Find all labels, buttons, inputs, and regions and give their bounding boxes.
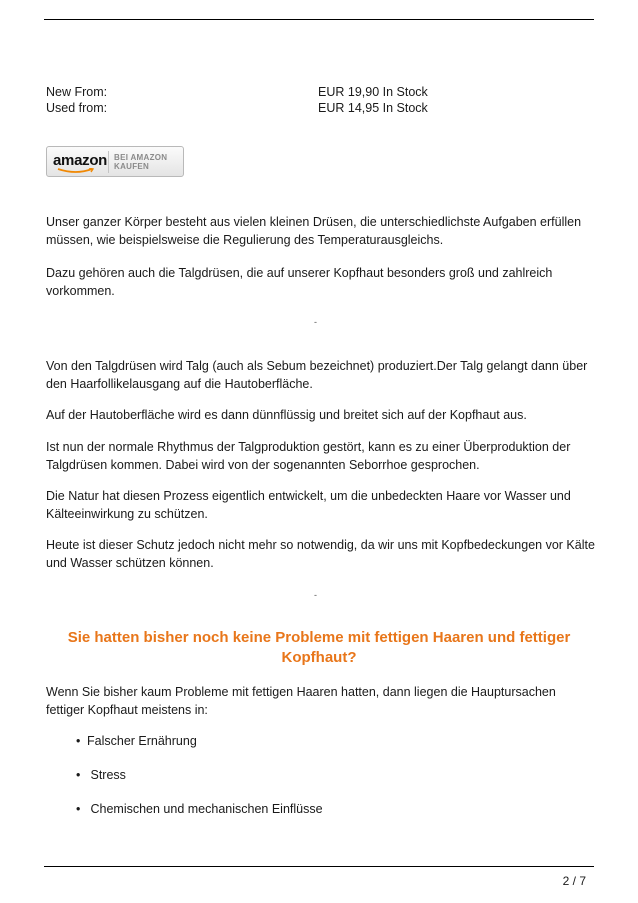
paragraph: Dazu gehören auch die Talgdrüsen, die auf unserer Kopfhaut besonders groß und zahlreich vorkommen. <box>46 266 553 298</box>
list-item-text: Falscher Ernährung <box>87 734 197 748</box>
intro-paragraph: Wenn Sie bisher kaum Probleme mit fettigen Haaren hatten, dann liegen die Hauptursachen fettiger Kopfhaut meistens in: <box>46 685 556 717</box>
causes-list <box>76 732 323 834</box>
list-item-text: Chemischen und mechanischen Einflüsse <box>90 802 323 816</box>
buy-at-amazon-button[interactable] <box>46 146 184 177</box>
top-rule <box>44 19 594 20</box>
new-from-label: New From: <box>46 85 108 99</box>
separator-dash: - <box>314 590 317 600</box>
section-heading: Sie hatten bisher noch keine Probleme mit fettigen Haaren und fettiger Kopfhaut? <box>67 629 571 666</box>
list-item <box>76 800 323 834</box>
paragraph: Auf der Hautoberfläche wird es dann dünnflüssig und breitet sich auf der Kopfhaut aus. <box>46 408 527 422</box>
button-divider <box>108 151 109 173</box>
bullet-icon: • <box>76 768 81 782</box>
paragraph: Von den Talgdrüsen wird Talg (auch als Sebum bezeichnet) produziert.Der Talg gelangt dann über den Haarfollikelausgang auf die Hautoberfläche. <box>46 359 588 391</box>
used-from-price: EUR 14,95 In Stock <box>318 101 428 115</box>
new-from-price: EUR 19,90 In Stock <box>318 85 428 99</box>
paragraph: Ist nun der normale Rhythmus der Talgproduktion gestört, kann es zu einer Überproduktion der Talgdrüsen kommen. Dabei wird von der sogenannten Seborrhoe gesprochen. <box>46 440 571 472</box>
buy-label <box>114 153 167 171</box>
buy-label-line-2: KAUFEN <box>114 162 150 171</box>
list-item <box>76 766 323 800</box>
amazon-logo: amazon <box>53 152 108 169</box>
separator-dash: - <box>314 317 317 327</box>
bullet-icon: • <box>76 734 81 748</box>
buy-label-line-1: BEI AMAZON <box>114 153 168 162</box>
page-number: 2 / 7 <box>562 874 586 888</box>
amazon-smile-icon <box>57 168 95 174</box>
bullet-icon: • <box>76 802 81 816</box>
paragraph: Unser ganzer Körper besteht aus vielen kleinen Drüsen, die unterschiedlichste Aufgaben erfüllen müssen, wie beispielsweise die Regulierung des Temperaturausgleichs. <box>46 215 582 247</box>
paragraph: Die Natur hat diesen Prozess eigentlich entwickelt, um die unbedeckten Haare vor Wasser und Kälteeinwirkung zu schützen. <box>46 489 571 521</box>
bottom-rule <box>44 866 594 867</box>
paragraph: Heute ist dieser Schutz jedoch nicht mehr so notwendig, da wir uns mit Kopfbedeckungen vor Kälte und Wasser schützen können. <box>46 538 595 570</box>
used-from-label: Used from: <box>46 101 108 115</box>
list-item <box>76 732 323 766</box>
list-item-text: Stress <box>90 768 126 782</box>
